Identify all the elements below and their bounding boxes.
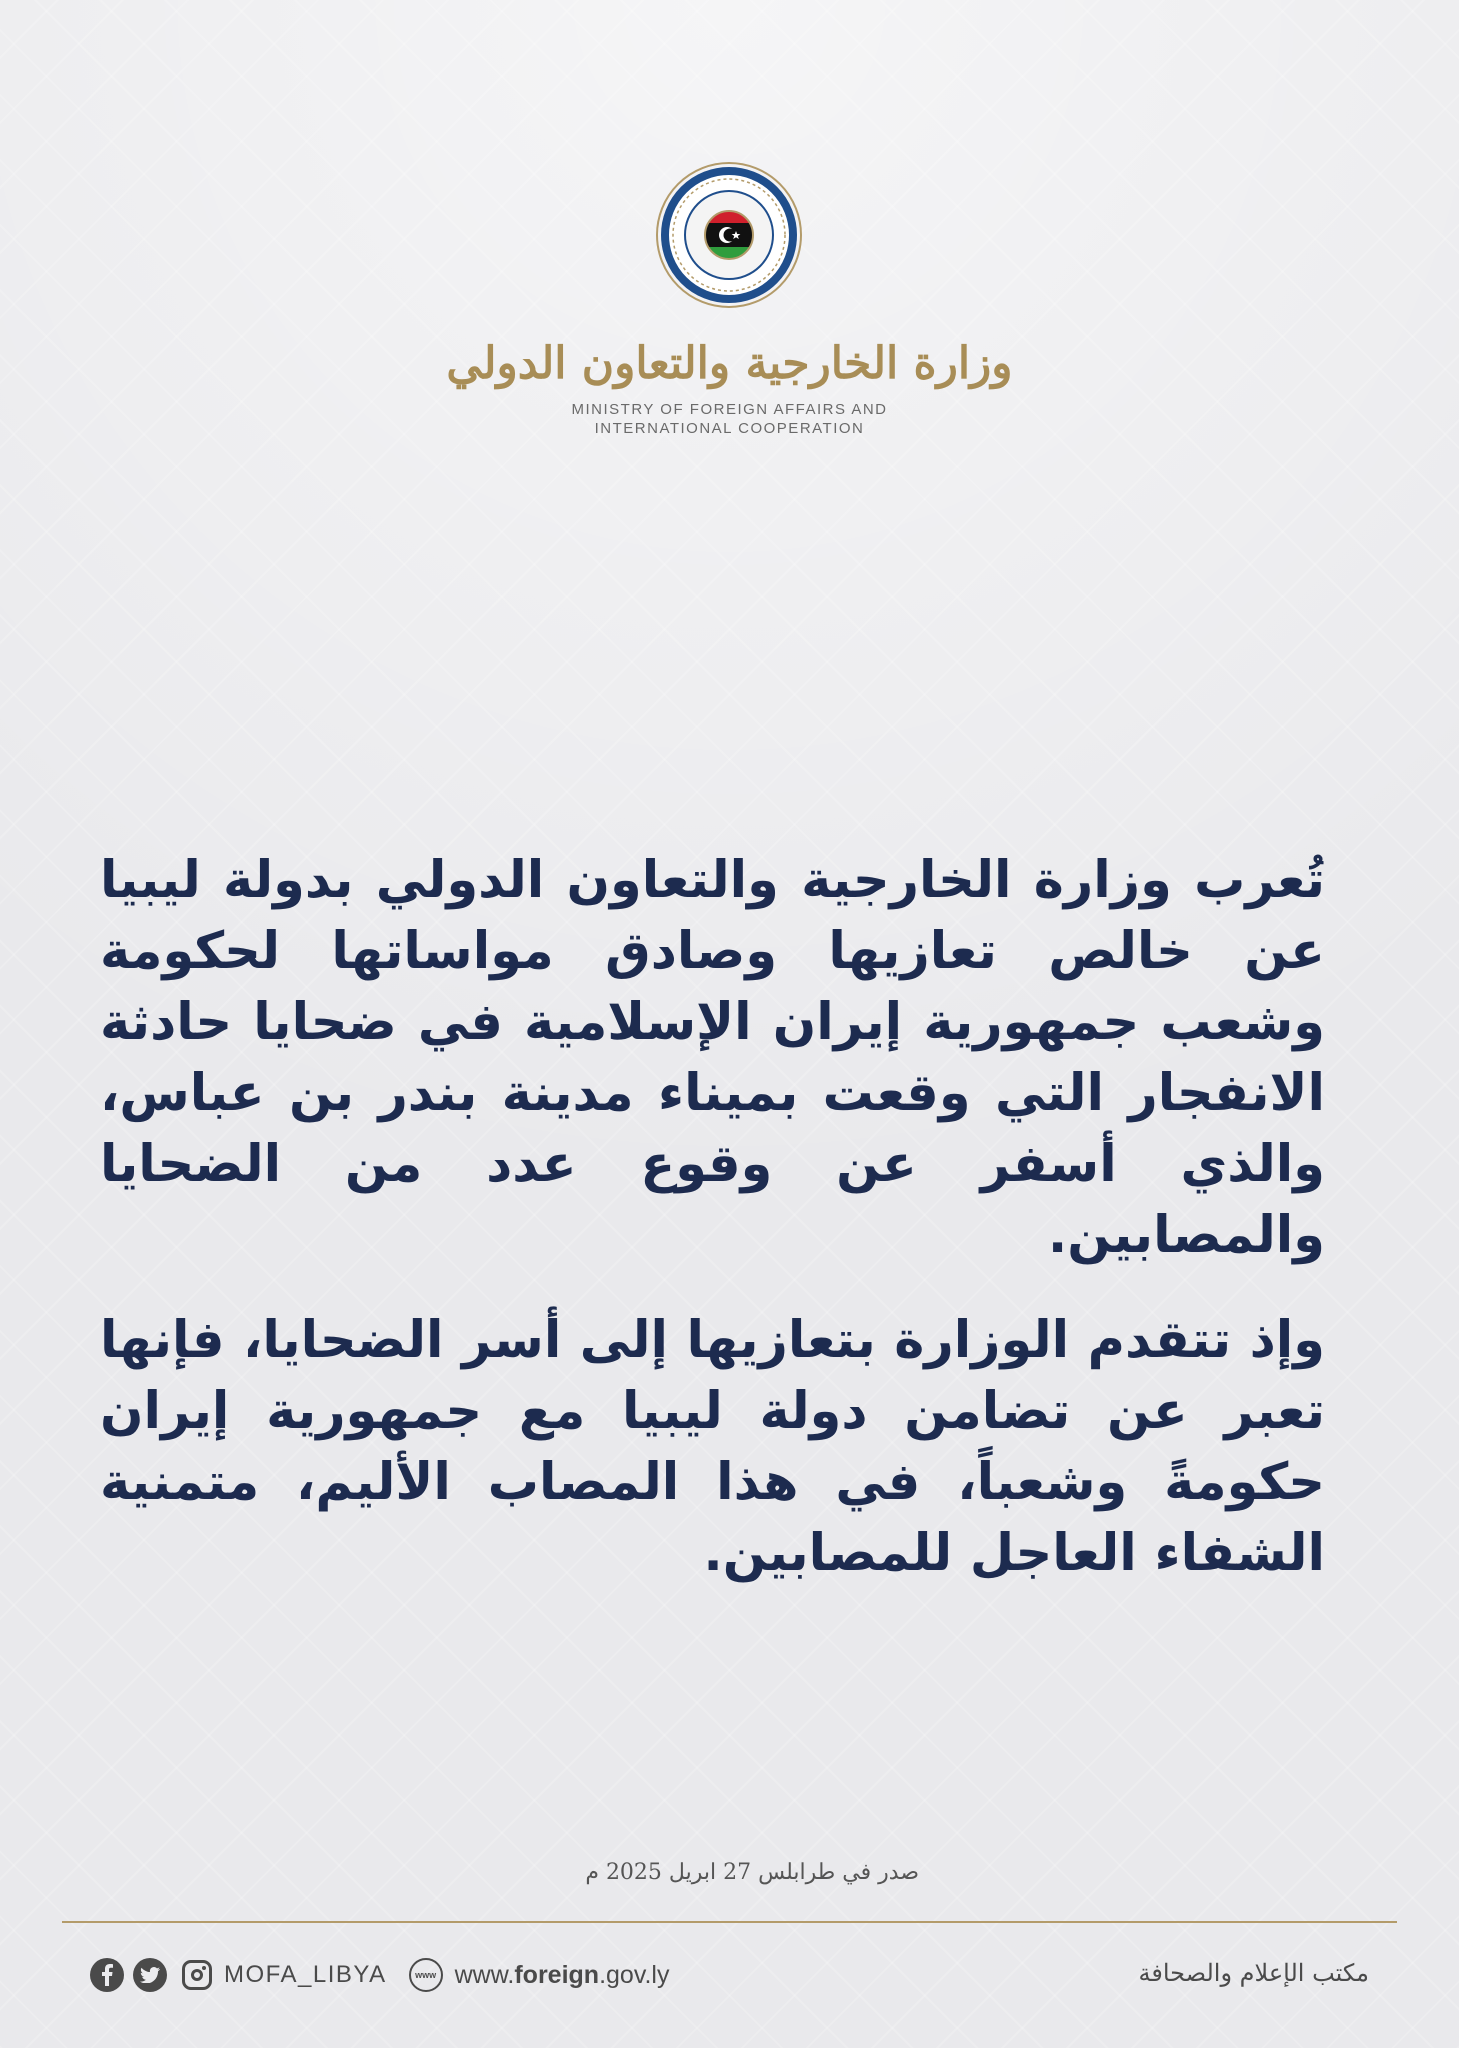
ministry-name-english-line1: MINISTRY OF FOREIGN AFFAIRS AND <box>571 401 888 418</box>
website-suffix: .gov.ly <box>599 1960 670 1989</box>
footer-divider <box>62 1921 1397 1923</box>
twitter-icon[interactable] <box>133 1958 167 1992</box>
social-links <box>90 1957 669 1993</box>
footer <box>0 1945 1459 2005</box>
issue-date-place: صدر في طرابلس 27 ابريل 2025 م <box>585 1860 919 1885</box>
ministry-name-arabic: وزارة الخارجية والتعاون الدولي <box>446 338 1013 389</box>
website-link[interactable] <box>455 1961 670 1990</box>
statement-paragraph-1: تُعرب وزارة الخارجية والتعاون الدولي بدولة ليبيا عن خالص تعازيها وصادق مواساتها لحكومة وشعب جمهورية إيران الإسلامية في ضحايا حادثة الانفجار التي وقعت بميناء مدينة بندر بن عباس، والذي أسفر عن وقوع عدد من الضحايا والمصابين. <box>100 851 1325 1265</box>
website-domain: foreign <box>514 1960 600 1989</box>
ministry-name-english-line2: INTERNATIONAL COOPERATION <box>594 420 865 437</box>
globe-icon: www <box>409 1958 443 1992</box>
statement-body <box>100 845 1325 1589</box>
instagram-icon[interactable] <box>182 1960 212 1990</box>
media-office-name: مكتب الإعلام والصحافة <box>1138 1959 1369 1987</box>
government-seal-icon <box>654 160 804 310</box>
ministry-name-english <box>0 400 1459 438</box>
website-prefix: www. <box>454 1960 515 1989</box>
social-handle[interactable]: MOFA_LIBYA <box>224 1961 387 1988</box>
facebook-icon[interactable] <box>90 1958 124 1992</box>
statement-paragraph-2: وإذ تتقدم الوزارة بتعازيها إلى أسر الضحايا، فإنها تعبر عن تضامن دولة ليبيا مع جمهورية إيران حكومةً وشعباً، في هذا المصاب الأليم، متمنية الشفاء العاجل للمصابين. <box>100 1311 1325 1583</box>
